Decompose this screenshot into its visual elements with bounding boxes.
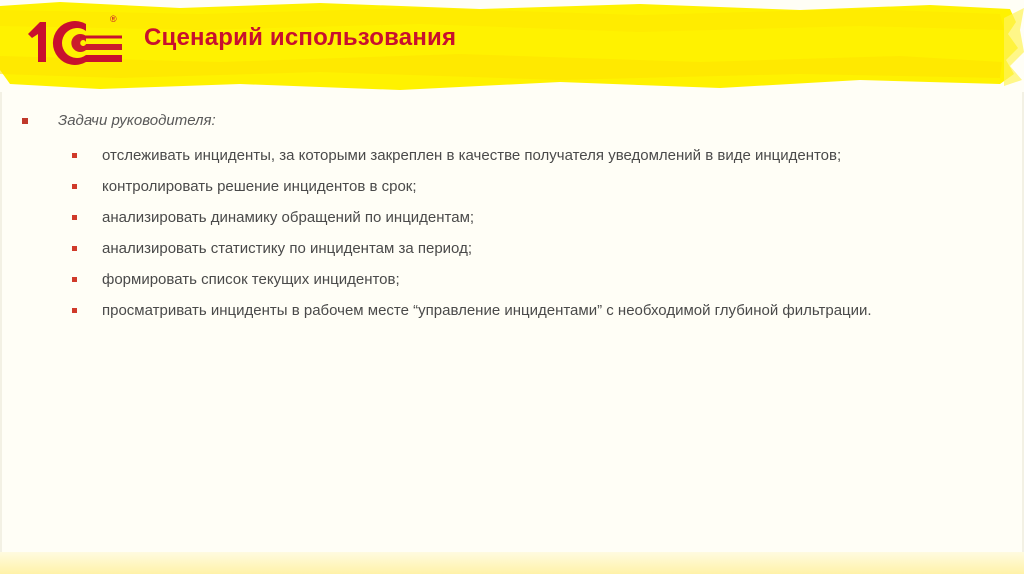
square-bullet-icon <box>72 308 77 313</box>
square-bullet-icon <box>72 277 77 282</box>
square-bullet-icon <box>72 215 77 220</box>
square-bullet-icon <box>72 246 77 251</box>
slide-edge-left <box>0 92 2 552</box>
registered-mark: ® <box>110 14 117 24</box>
footer-yellow-band <box>0 552 1024 574</box>
square-bullet-icon <box>72 153 77 158</box>
square-bullet-icon <box>72 184 77 189</box>
page-title: Сценарий использования <box>144 24 457 51</box>
1c-logo-icon <box>26 14 126 66</box>
square-bullet-icon <box>22 118 28 124</box>
slide: ® Сценарий использования Задачи руководителя: отслеживать инциденты, за которыми закреплен в качестве получателя уведомлений в виде инцидентов; контролировать решение инцидентов в срок; анализировать динамику обращений по инцидентам; анализировать статистику по инцидентам за период; формировать список текущих инцидентов; просматривать инциденты в рабочем месте “управление инцидентами” с необходимой глубиной фильтрации. <box>0 0 1024 574</box>
section-label: Задачи руководителя: <box>58 112 216 129</box>
